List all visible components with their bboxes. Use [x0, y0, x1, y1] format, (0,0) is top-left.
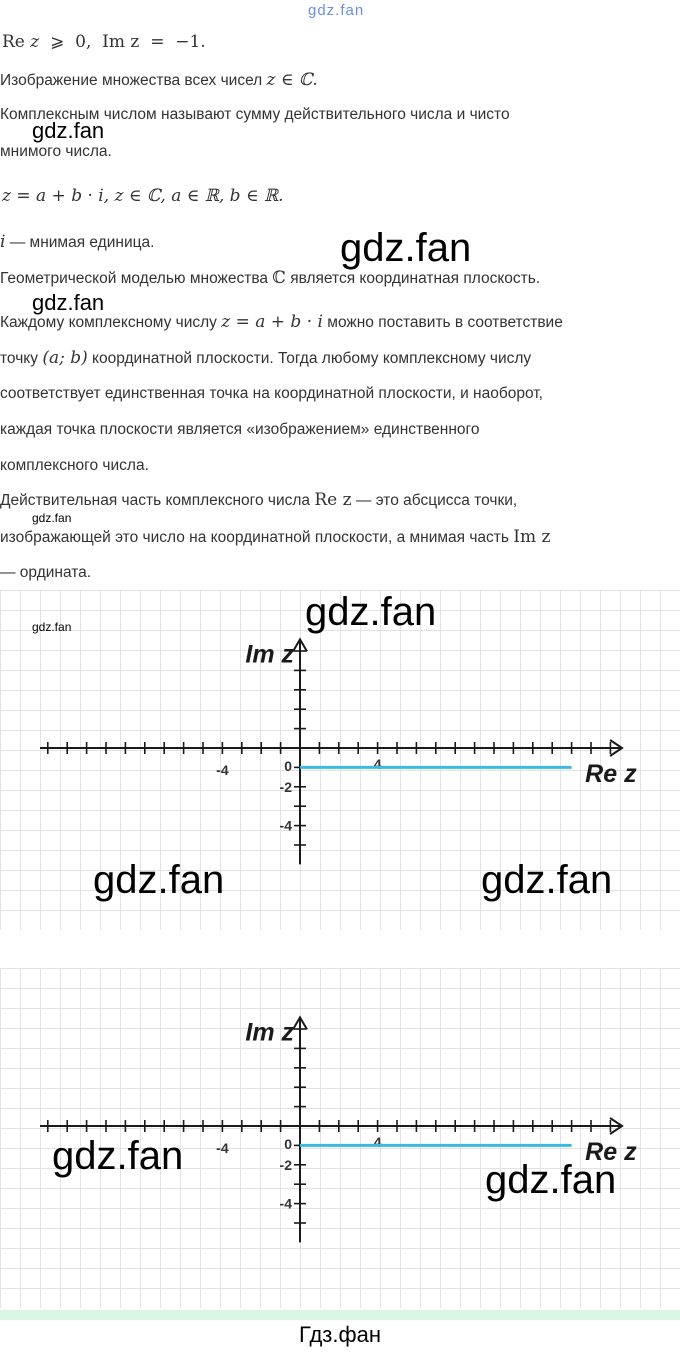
watermark: gdz.fan: [340, 226, 472, 270]
watermark: gdz.fan: [32, 511, 72, 525]
p5-line2-a: точку: [0, 350, 38, 367]
complex-number-formula: z = a + b · i, z ∈ ℂ, a ∈ ℝ, b ∈ ℝ.: [2, 186, 284, 206]
paragraph-correspondence-line1: [0, 312, 563, 332]
x-tick-label-neg4: -4: [216, 762, 229, 778]
p5-math: z = a + b · i: [221, 312, 323, 332]
footer-label: Гдз.фан: [299, 1322, 381, 1347]
watermark: gdz.fan: [481, 858, 613, 902]
y-axis-label: Im z: [245, 640, 294, 669]
zero-value: 0,: [75, 32, 92, 52]
paragraph-definition-line2: мнимого числа.: [0, 143, 112, 160]
p6-line2: изображающей это число на координатной плоскости, а мнимая часть: [0, 529, 509, 546]
y-tick-label-neg2: -2: [279, 778, 292, 795]
paragraph-correspondence-line2: [0, 348, 531, 368]
x-tick-label-4: 4: [373, 1134, 382, 1150]
paragraph-definition-line1: Комплексным числом называют сумму действительного числа и чисто: [0, 106, 510, 123]
problem-condition: [2, 32, 206, 52]
p4-text-b: является координатная плоскость.: [290, 270, 541, 287]
p3-text: — мнимая единица.: [9, 234, 155, 251]
p1-text: Изображение множества всех чисел: [0, 72, 263, 89]
footer-bar: [0, 1310, 680, 1320]
paragraph-set-image: [0, 70, 318, 90]
paragraph-geometric-model: [0, 268, 540, 288]
p6-text-a: Действительная часть комплексного числа: [0, 492, 311, 509]
x-axis-label: Re z: [585, 1138, 637, 1166]
p6-text-b: — это абсцисса точки,: [355, 492, 518, 509]
paragraph-real-part-line3: — ордината.: [0, 564, 92, 581]
re-operator: Re: [2, 32, 25, 52]
y-tick-label-neg2: -2: [279, 1156, 292, 1173]
im-operator: Im z: [102, 32, 140, 52]
x-tick-label-neg4: -4: [216, 1140, 229, 1156]
paragraph-real-part-line2: [0, 527, 550, 547]
p5-text-a: Каждому комплексному числу: [0, 314, 217, 331]
p5-line2-math: (a; b): [42, 348, 88, 368]
paragraph-correspondence-line4: каждая точка плоскости является «изображением» единственного: [0, 421, 480, 438]
watermark: gdz.fan: [485, 1158, 617, 1202]
watermark: gdz.fan: [305, 590, 437, 634]
paragraph-correspondence-line3: соответствует единственная точка на координатной плоскости, и наоборот,: [0, 385, 543, 402]
watermark: gdz.fan: [32, 118, 105, 143]
paragraph-correspondence-line5: комплексного числа.: [0, 457, 149, 474]
p1-math: z ∈ ℂ.: [266, 70, 318, 90]
y-tick-label-neg4: -4: [279, 817, 292, 834]
p6-math-a: Re z: [314, 490, 352, 510]
p4-text-a: Геометрической моделью множества: [0, 270, 269, 287]
equals-sign: =: [150, 32, 165, 52]
watermark-top: gdz.fan: [308, 2, 365, 19]
watermark: gdz.fan: [32, 620, 72, 634]
y-tick-label-neg4: -4: [279, 1195, 292, 1212]
watermark: gdz.fan: [52, 1134, 184, 1178]
z-variable: z: [30, 32, 40, 52]
x-tick-label-4: 4: [373, 756, 382, 772]
watermark: gdz.fan: [93, 858, 225, 902]
origin-label: 0: [284, 1136, 292, 1152]
paragraph-imaginary-unit: [0, 232, 154, 252]
i-symbol: i: [0, 232, 6, 252]
p4-math: ℂ: [272, 268, 286, 288]
p5-text-b: можно поставить в соответствие: [327, 314, 563, 331]
p5-line2-b: координатной плоскости. Тогда любому комплексному числу: [92, 350, 532, 367]
y-axis-label: Im z: [245, 1018, 294, 1047]
geq-sign: ⩾: [50, 32, 65, 52]
p6-math-b: Im z: [513, 527, 551, 547]
origin-label: 0: [284, 758, 292, 774]
x-axis-label: Re z: [585, 760, 637, 788]
im-value: −1.: [175, 32, 206, 52]
paragraph-real-part-line1: [0, 490, 517, 510]
watermark: gdz.fan: [32, 290, 105, 315]
